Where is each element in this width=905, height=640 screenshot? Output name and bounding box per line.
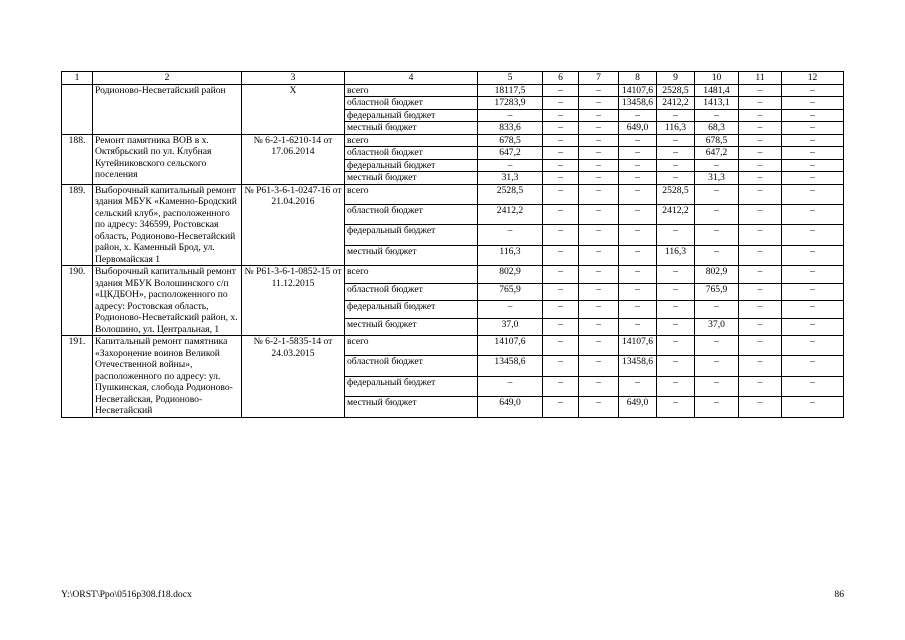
value-cell: 31,3	[478, 172, 543, 185]
value-cell: 647,2	[478, 147, 543, 160]
value-cell: –	[695, 109, 739, 122]
value-cell: 2528,5	[657, 84, 695, 97]
value-cell: –	[619, 134, 657, 147]
value-cell: –	[695, 376, 739, 396]
column-number-cell: 5	[478, 72, 543, 85]
value-cell: –	[782, 336, 844, 356]
value-cell: –	[657, 397, 695, 417]
column-number-cell: 12	[782, 72, 844, 85]
value-cell: –	[739, 356, 782, 376]
value-cell: –	[543, 376, 579, 396]
value-cell: –	[657, 147, 695, 160]
value-cell: 649,0	[619, 397, 657, 417]
value-cell: 13458,6	[619, 97, 657, 110]
item-name-cell: Выборочный капитальный ремонт здания МБУК Волошинского с/п «ЦКДБОН», расположенного по адресу: Ростовская область, Родионово-Несветайский район, х. Волошино, ул. Центральная, 1	[93, 266, 242, 336]
value-cell: –	[657, 376, 695, 396]
value-cell: –	[782, 84, 844, 97]
budget-source-cell: местный бюджет	[345, 172, 478, 185]
budget-source-cell: всего	[345, 336, 478, 356]
value-cell: 68,3	[695, 122, 739, 135]
value-cell: –	[782, 397, 844, 417]
table-row	[62, 336, 844, 356]
value-cell: –	[739, 336, 782, 356]
value-cell: –	[543, 301, 579, 319]
header-row	[62, 72, 844, 85]
value-cell: –	[782, 147, 844, 160]
value-cell: –	[739, 147, 782, 160]
value-cell: –	[478, 301, 543, 319]
value-cell: –	[739, 376, 782, 396]
value-cell: –	[478, 109, 543, 122]
value-cell: –	[579, 204, 619, 224]
value-cell: –	[543, 172, 579, 185]
column-number-cell: 10	[695, 72, 739, 85]
value-cell: –	[782, 97, 844, 110]
value-cell: 833,6	[478, 122, 543, 135]
column-number-cell: 9	[657, 72, 695, 85]
value-cell: 14107,6	[478, 336, 543, 356]
value-cell: 765,9	[478, 283, 543, 301]
budget-source-cell: федеральный бюджет	[345, 301, 478, 319]
value-cell: –	[619, 159, 657, 172]
budget-source-cell: местный бюджет	[345, 318, 478, 336]
value-cell: –	[619, 376, 657, 396]
item-name-cell: Выборочный капитальный ремонт здания МБУК «Каменно-Бродский сельский клуб», расположенного по адресу: 346599, Ростовская область, Родионово-Несветайский район, х. Каменный Брод, ул. Первомайская 1	[93, 184, 242, 266]
budget-source-cell: местный бюджет	[345, 397, 478, 417]
value-cell: –	[543, 356, 579, 376]
document-cell: № Р61-3-6-1-0247-16 от 21.04.2016	[242, 184, 345, 266]
budget-source-cell: областной бюджет	[345, 97, 478, 110]
budget-source-cell: областной бюджет	[345, 283, 478, 301]
value-cell: –	[579, 159, 619, 172]
value-cell: –	[657, 159, 695, 172]
value-cell: –	[739, 225, 782, 245]
value-cell: –	[543, 225, 579, 245]
value-cell: –	[739, 266, 782, 284]
value-cell: –	[739, 318, 782, 336]
budget-source-cell: местный бюджет	[345, 122, 478, 135]
value-cell: –	[782, 245, 844, 265]
value-cell: –	[543, 134, 579, 147]
value-cell: –	[782, 266, 844, 284]
value-cell: 13458,6	[619, 356, 657, 376]
table-row	[62, 84, 844, 97]
value-cell: –	[739, 134, 782, 147]
value-cell: –	[695, 204, 739, 224]
value-cell: –	[543, 159, 579, 172]
value-cell: –	[543, 97, 579, 110]
budget-source-cell: областной бюджет	[345, 204, 478, 224]
value-cell: –	[543, 147, 579, 160]
value-cell: –	[782, 172, 844, 185]
value-cell: –	[695, 184, 739, 204]
budget-source-cell: всего	[345, 266, 478, 284]
value-cell: –	[478, 159, 543, 172]
budget-source-cell: федеральный бюджет	[345, 159, 478, 172]
value-cell: 678,5	[478, 134, 543, 147]
value-cell: –	[695, 336, 739, 356]
value-cell: –	[657, 318, 695, 336]
column-number-cell: 6	[543, 72, 579, 85]
value-cell: –	[619, 109, 657, 122]
table-row	[62, 184, 844, 204]
value-cell: –	[739, 184, 782, 204]
document-cell: Х	[242, 84, 345, 134]
item-number-cell: 188.	[62, 134, 93, 184]
column-number-cell: 8	[619, 72, 657, 85]
value-cell: –	[782, 122, 844, 135]
column-number-cell: 1	[62, 72, 93, 85]
value-cell: 2528,5	[478, 184, 543, 204]
item-number-cell: 189.	[62, 184, 93, 266]
value-cell: –	[657, 336, 695, 356]
value-cell: –	[782, 184, 844, 204]
value-cell: –	[739, 283, 782, 301]
value-cell: –	[739, 204, 782, 224]
value-cell: –	[579, 356, 619, 376]
value-cell: 1481,4	[695, 84, 739, 97]
value-cell: –	[695, 225, 739, 245]
value-cell: 18117,5	[478, 84, 543, 97]
value-cell: 116,3	[657, 245, 695, 265]
value-cell: –	[579, 172, 619, 185]
budget-source-cell: всего	[345, 184, 478, 204]
value-cell: 647,2	[695, 147, 739, 160]
budget-source-cell: федеральный бюджет	[345, 225, 478, 245]
value-cell: –	[739, 301, 782, 319]
value-cell: –	[739, 159, 782, 172]
value-cell: –	[782, 283, 844, 301]
budget-source-cell: местный бюджет	[345, 245, 478, 265]
value-cell: 37,0	[695, 318, 739, 336]
value-cell: –	[695, 356, 739, 376]
value-cell: –	[657, 225, 695, 245]
value-cell: –	[579, 397, 619, 417]
value-cell: 13458,6	[478, 356, 543, 376]
budget-source-cell: всего	[345, 84, 478, 97]
value-cell: –	[782, 159, 844, 172]
value-cell: –	[695, 245, 739, 265]
value-cell: –	[739, 122, 782, 135]
value-cell: –	[579, 134, 619, 147]
value-cell: –	[579, 184, 619, 204]
item-name-cell: Капитальный ремонт памятника «Захоронение воинов Великой Отечественной войны», расположенного по адресу: ул. Пушкинская, слобода Родионово-Несветайская, Родионово-Несветайский	[93, 336, 242, 418]
value-cell: –	[543, 84, 579, 97]
value-cell: –	[579, 97, 619, 110]
value-cell: –	[657, 301, 695, 319]
value-cell: –	[739, 172, 782, 185]
budget-source-cell: федеральный бюджет	[345, 109, 478, 122]
value-cell: –	[579, 376, 619, 396]
value-cell: 14107,6	[619, 336, 657, 356]
value-cell: –	[543, 318, 579, 336]
footer-page-number: 86	[834, 589, 844, 600]
value-cell: –	[543, 336, 579, 356]
document-cell: № 6-2-1-5835-14 от 24.03.2015	[242, 336, 345, 418]
value-cell: 14107,6	[619, 84, 657, 97]
value-cell: 678,5	[695, 134, 739, 147]
value-cell: –	[579, 266, 619, 284]
value-cell: –	[619, 147, 657, 160]
value-cell: –	[782, 225, 844, 245]
column-number-cell: 4	[345, 72, 478, 85]
item-number-cell: 191.	[62, 336, 93, 418]
item-number-cell	[62, 84, 93, 134]
value-cell: –	[657, 172, 695, 185]
value-cell: 649,0	[619, 122, 657, 135]
value-cell: 2412,2	[478, 204, 543, 224]
value-cell: –	[579, 225, 619, 245]
value-cell: –	[657, 283, 695, 301]
value-cell: –	[657, 134, 695, 147]
value-cell: –	[695, 159, 739, 172]
budget-table	[61, 71, 844, 418]
value-cell: 116,3	[657, 122, 695, 135]
value-cell: –	[543, 109, 579, 122]
value-cell: 1413,1	[695, 97, 739, 110]
value-cell: 2528,5	[657, 184, 695, 204]
value-cell: –	[782, 301, 844, 319]
value-cell: –	[478, 376, 543, 396]
footer-file-path: Y:\ORST\Ppo\0516p308.f18.docx	[61, 589, 192, 600]
value-cell: –	[543, 245, 579, 265]
value-cell: –	[657, 109, 695, 122]
value-cell: –	[782, 109, 844, 122]
value-cell: 31,3	[695, 172, 739, 185]
value-cell: –	[619, 245, 657, 265]
value-cell: –	[543, 266, 579, 284]
value-cell: –	[739, 97, 782, 110]
budget-source-cell: всего	[345, 134, 478, 147]
value-cell: –	[579, 147, 619, 160]
value-cell: –	[579, 122, 619, 135]
value-cell: –	[619, 204, 657, 224]
value-cell: –	[782, 356, 844, 376]
column-number-cell: 3	[242, 72, 345, 85]
value-cell: –	[739, 397, 782, 417]
value-cell: 802,9	[695, 266, 739, 284]
value-cell: –	[619, 225, 657, 245]
value-cell: –	[782, 204, 844, 224]
value-cell: –	[739, 84, 782, 97]
value-cell: –	[782, 318, 844, 336]
value-cell: –	[543, 283, 579, 301]
value-cell: –	[657, 266, 695, 284]
value-cell: –	[619, 301, 657, 319]
value-cell: 2412,2	[657, 97, 695, 110]
value-cell: –	[695, 301, 739, 319]
value-cell: 802,9	[478, 266, 543, 284]
value-cell: –	[782, 376, 844, 396]
item-name-cell: Ремонт памятника ВОВ в х. Октябрьский по ул. Клубная Кутейниковского сельского поселения	[93, 134, 242, 184]
value-cell: –	[579, 301, 619, 319]
value-cell: –	[619, 283, 657, 301]
table-row	[62, 134, 844, 147]
value-cell: –	[543, 204, 579, 224]
value-cell: –	[619, 266, 657, 284]
value-cell: –	[579, 245, 619, 265]
value-cell: 649,0	[478, 397, 543, 417]
value-cell: –	[543, 397, 579, 417]
value-cell: 37,0	[478, 318, 543, 336]
budget-source-cell: областной бюджет	[345, 356, 478, 376]
document-cell: № Р61-3-6-1-0852-15 от 11.12.2015	[242, 266, 345, 336]
value-cell: –	[619, 172, 657, 185]
column-number-cell: 7	[579, 72, 619, 85]
value-cell: –	[478, 225, 543, 245]
value-cell: –	[782, 134, 844, 147]
document-cell: № 6-2-1-6210-14 от 17.06.2014	[242, 134, 345, 184]
budget-source-cell: федеральный бюджет	[345, 376, 478, 396]
value-cell: –	[739, 109, 782, 122]
table-row	[62, 266, 844, 284]
value-cell: –	[579, 283, 619, 301]
value-cell: –	[579, 318, 619, 336]
value-cell: –	[695, 397, 739, 417]
value-cell: 2412,2	[657, 204, 695, 224]
item-name-cell: Родионово-Несветайский район	[93, 84, 242, 134]
value-cell: 765,9	[695, 283, 739, 301]
value-cell: –	[657, 356, 695, 376]
value-cell: –	[543, 122, 579, 135]
item-number-cell: 190.	[62, 266, 93, 336]
value-cell: –	[739, 245, 782, 265]
value-cell: 17283,9	[478, 97, 543, 110]
column-number-cell: 11	[739, 72, 782, 85]
column-number-cell: 2	[93, 72, 242, 85]
budget-source-cell: областной бюджет	[345, 147, 478, 160]
value-cell: –	[579, 84, 619, 97]
value-cell: –	[543, 184, 579, 204]
value-cell: –	[579, 109, 619, 122]
value-cell: –	[579, 336, 619, 356]
value-cell: –	[619, 184, 657, 204]
value-cell: 116,3	[478, 245, 543, 265]
value-cell: –	[619, 318, 657, 336]
